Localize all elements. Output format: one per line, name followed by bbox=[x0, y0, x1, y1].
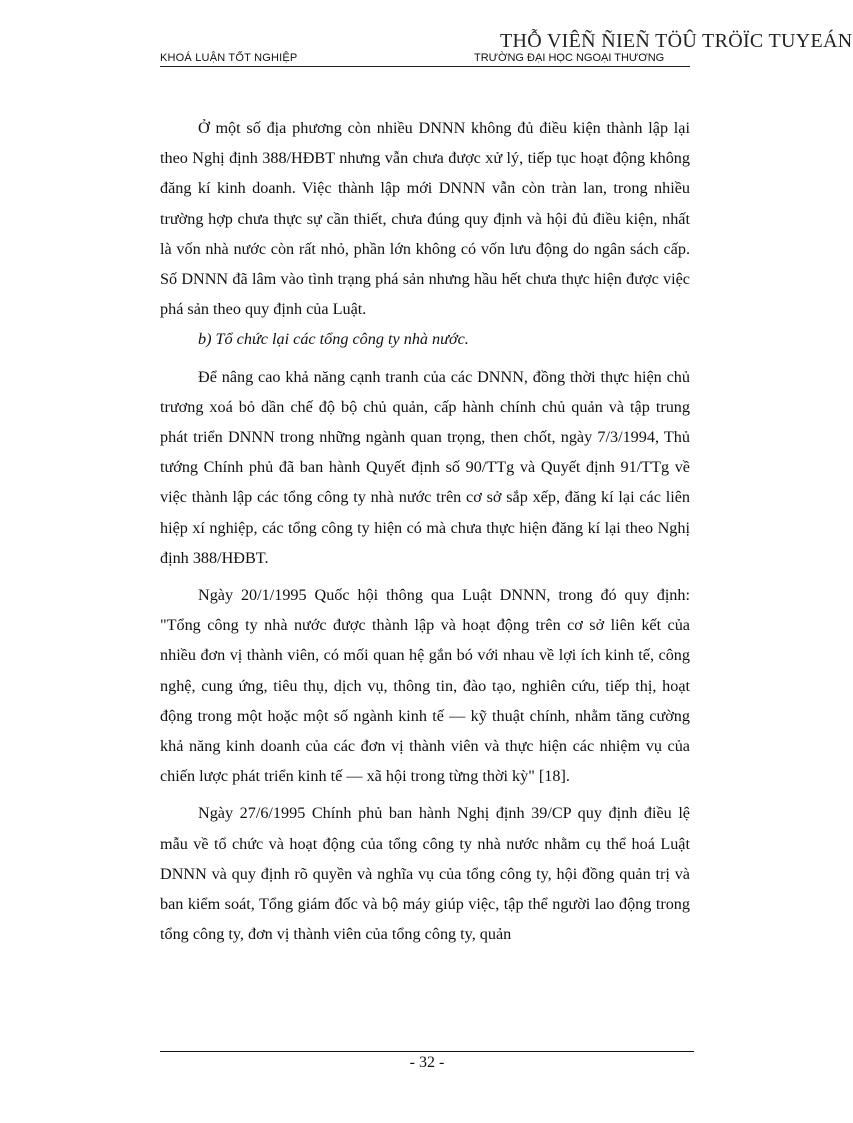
paragraph-reorganization: Để nâng cao khả năng cạnh tranh của các DNNN, đồng thời thực hiện chủ trương xoá bỏ dần chế độ bộ chủ quản, cấp hành chính chủ quản và tập trung phát triển DNNN trong những ngành quan trọng, then chốt, ngày 7/3/1994, Thủ tướng Chính phủ đã ban hành Quyết định số 90/TTg và Quyết định 91/TTg về việc thành lập các tổng công ty nhà nước trên cơ sở sắp xếp, đăng kí lại các liên hiệp xí nghiệp, các tổng công ty hiện có mà chưa thực hiện đăng kí lại theo Nghị định 388/HĐBT. bbox=[160, 367, 690, 567]
header-thesis-label: KHOÁ LUẬN TỐT NGHIỆP bbox=[160, 52, 298, 64]
paragraph-local-dnnn: Ở một số địa phương còn nhiều DNNN không đủ điều kiện thành lập lại theo Nghị định 388/HĐBT nhưng vẫn chưa được xử lý, tiếp tục hoạt động không đăng kí kinh doanh. Việc thành lập mới DNNN vẫn còn tràn lan, trong nhiều trường hợp chưa thực sự cần thiết, chưa đúng quy định và hội đủ điều kiện, nhất là vốn nhà nước còn rất nhỏ, phần lớn không có vốn lưu động do ngân sách cấp. Số DNNN đã lâm vào tình trạng phá sản nhưng hầu hết chưa thực hiện được việc phá sản theo quy định của Luật. bbox=[160, 119, 690, 319]
footer-divider bbox=[160, 1051, 694, 1052]
section-subheading: b) Tổ chức lại các tổng công ty nhà nước. bbox=[198, 330, 469, 349]
paragraph-dnnn-law: Ngày 20/1/1995 Quốc hội thông qua Luật DNNN, trong đó quy định: "Tổng công ty nhà nước được thành lập và hoạt động trên cơ sở liên kết của nhiều đơn vị thành viên, có mối quan hệ gắn bó với nhau về lợi ích kinh tế, công nghệ, cung ứng, tiêu thụ, dịch vụ, thông tin, đào tạo, nghiên cứu, tiếp thị, hoạt động trong một hoặc một số ngành kinh tế — kỹ thuật chính, nhằm tăng cường khả năng kinh doanh của các đơn vị thành viên và thực hiện các nhiệm vụ của chiến lược phát triển kinh tế — xã hội trong từng thời kỳ" [18]. bbox=[160, 586, 690, 786]
header-divider bbox=[160, 66, 690, 67]
watermark-text: THỖ VIÊÑ ÑIEÑ TÖÛ TRÖÏC TUYEÁN bbox=[500, 30, 853, 52]
body-text bbox=[160, 113, 690, 949]
paragraph-decree-39: Ngày 27/6/1995 Chính phủ ban hành Nghị định 39/CP quy định điều lệ mẫu về tổ chức và hoạt động của tổng công ty nhà nước nhằm cụ thể hoá Luật DNNN và quy định rõ quyền và nghĩa vụ của tổng công ty, hội đồng quản trị và ban kiểm soát, Tổng giám đốc và bộ máy giúp việc, tập thể người lao động trong tổng công ty, đơn vị thành viên của tổng công ty, quản bbox=[160, 804, 690, 944]
page-number: - 32 - bbox=[409, 1054, 445, 1071]
header-university-label: TRƯỜNG ĐẠI HỌC NGOẠI THƯƠNG bbox=[474, 52, 665, 64]
